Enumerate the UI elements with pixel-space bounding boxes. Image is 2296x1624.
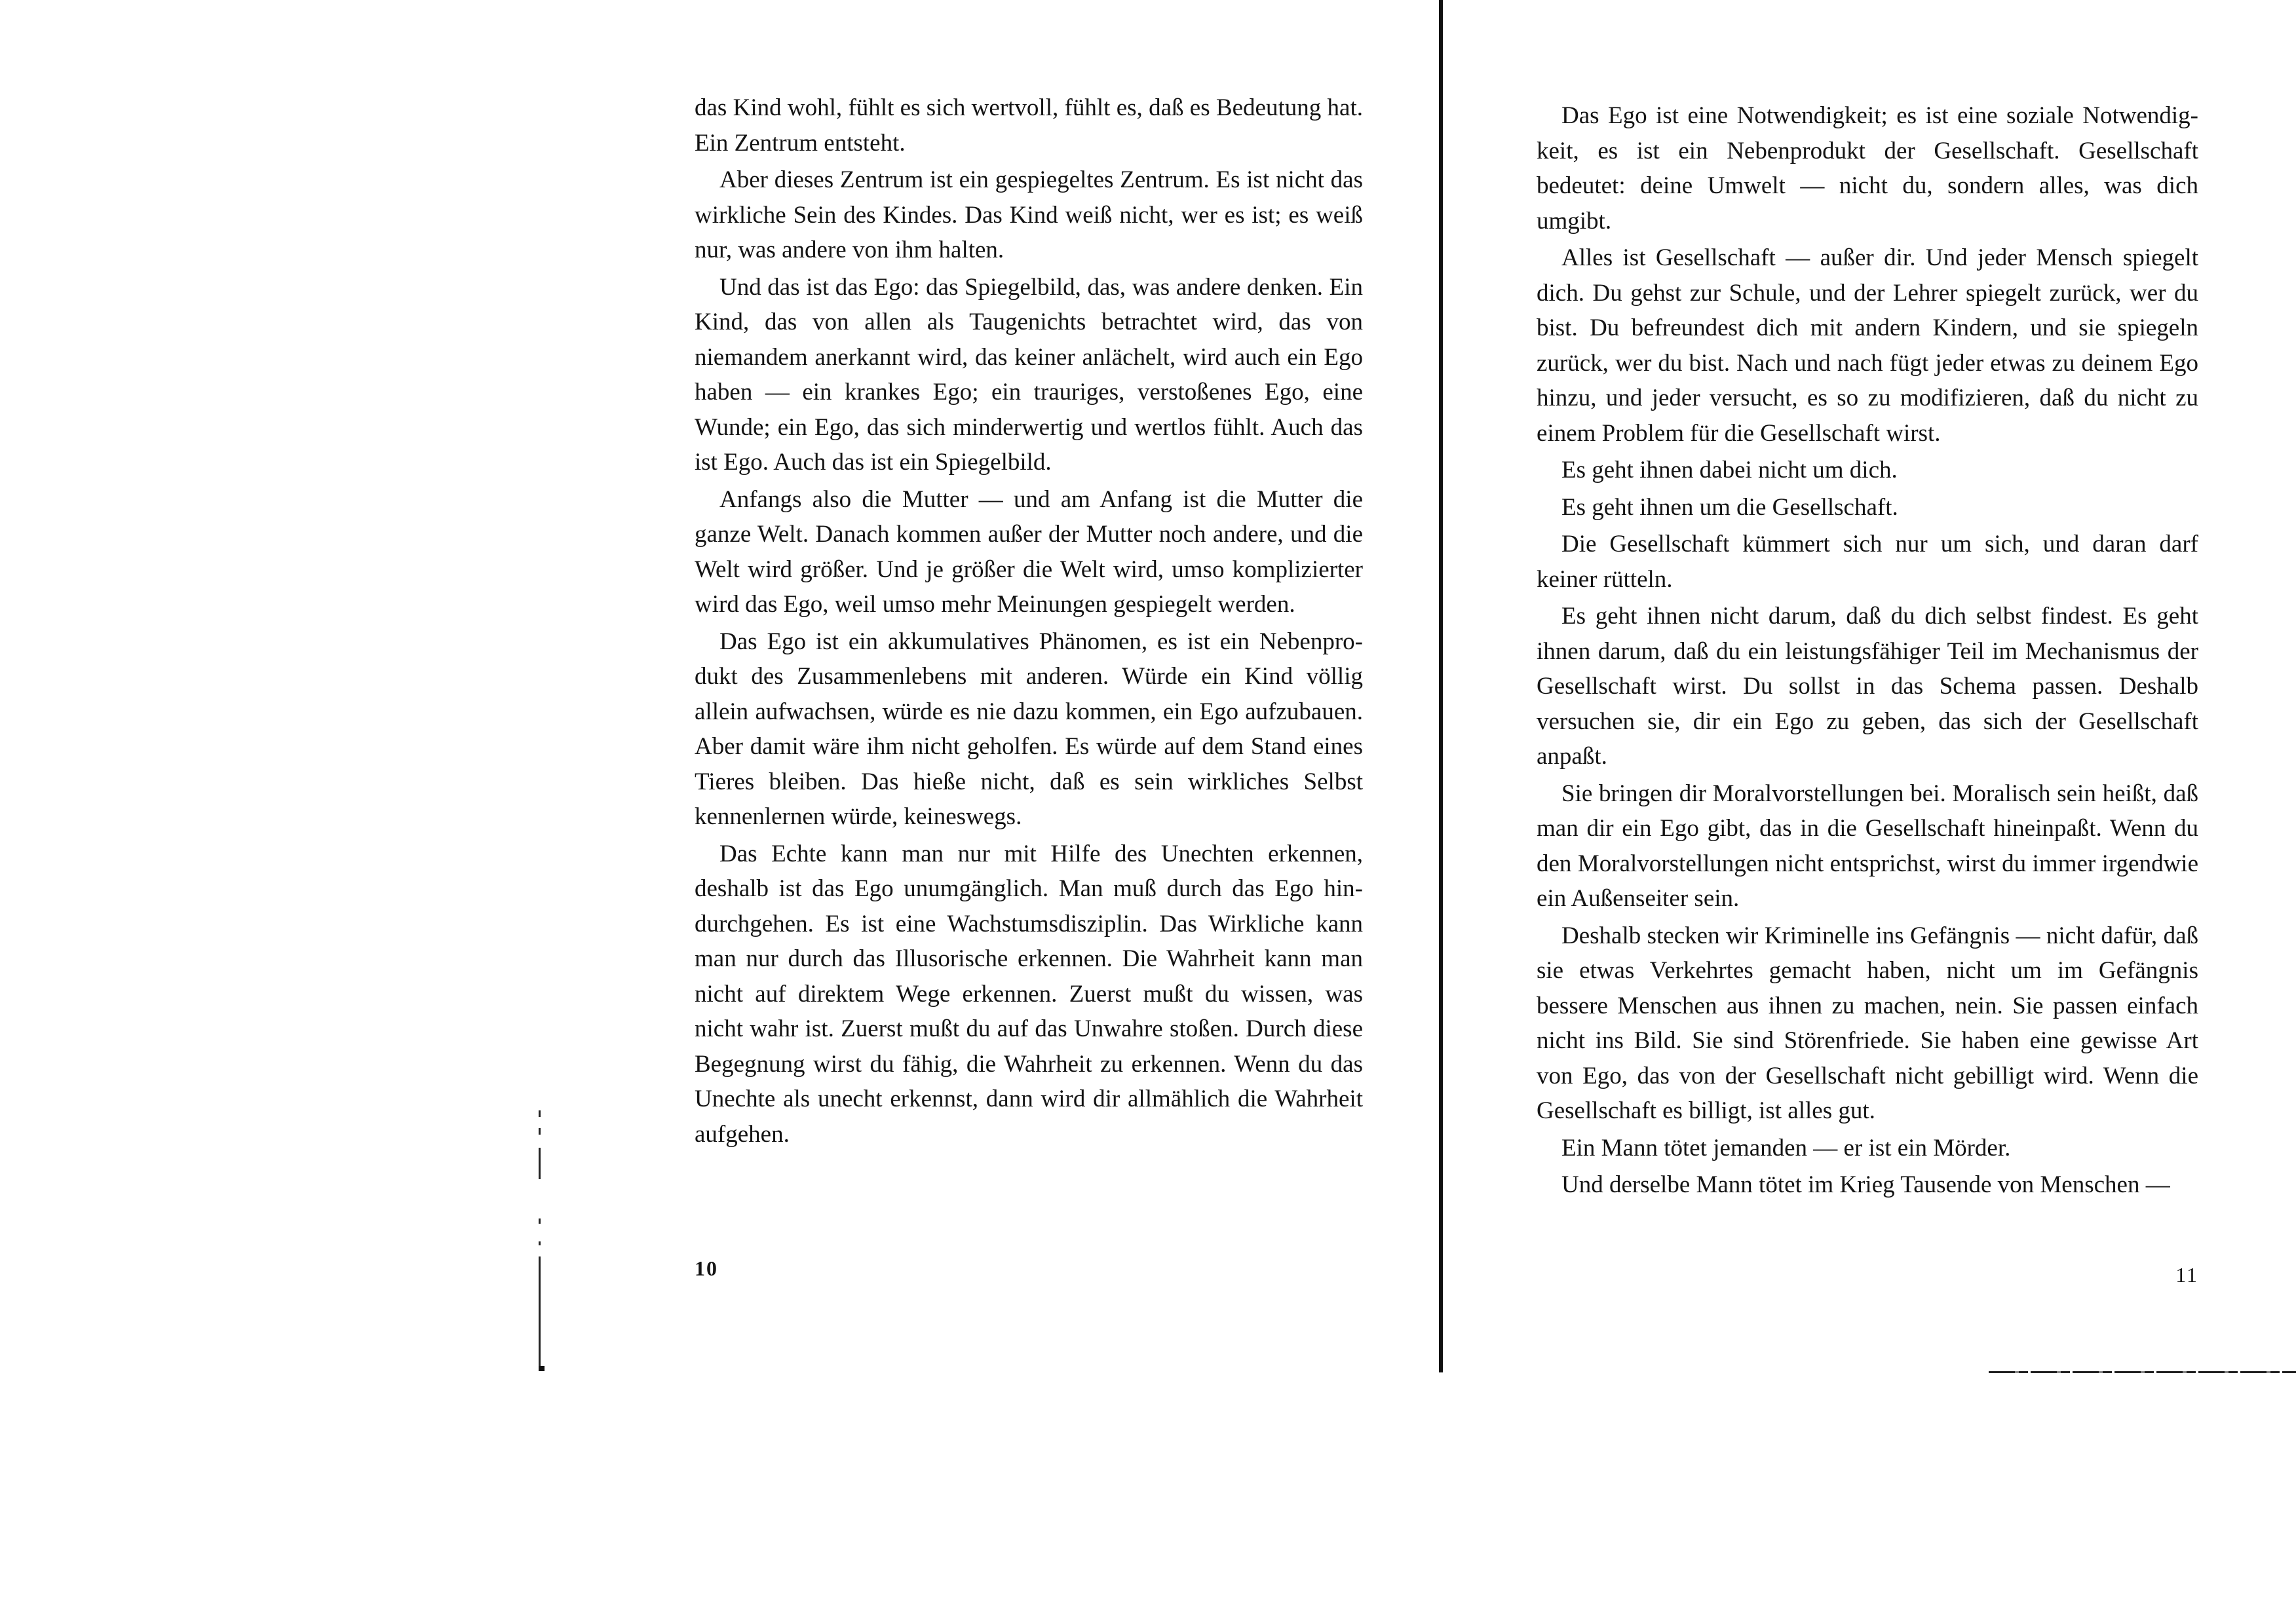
- paragraph: Ein Mann tötet jemanden — er ist ein Mörder.: [1561, 1134, 2011, 1161]
- paragraph: Anfangs also die Mutter — und am Anfang ist die Mutter die ganze Welt. Danach kommen außer der Mutter noch andere, und die Welt wird größer. Und je größer die Welt wird, umso komplizierter wird das Ego, weil umso mehr Meinungen gespiegelt werden.: [695, 485, 1363, 618]
- paragraph: Alles ist Gesellschaft — außer dir. Und jeder Mensch spiegelt dich. Du gehst zur Schule, und der Lehrer spiegelt zurück, wer du bist. Du befreundest dich mit andern Kindern, und sie spiegeln zurück, wer du bist. Nach und nach fügt jeder etwas zu deinem Ego hinzu, und jeder versucht, es so zu modifizieren, daß du nicht zu einem Problem für die Gesellschaft wirst.: [1537, 244, 2198, 447]
- paragraph: Es geht ihnen nicht darum, daß du dich selbst findest. Es geht ihnen darum, daß du ein leistungsfähiger Teil im Mechanismus der Gesellschaft wirst. Du sollst in das Schema passen. Deshalb versuchen sie, dir ein Ego zu geben, das sich der Gesellschaft anpaßt.: [1537, 603, 2198, 770]
- paragraph: Das Echte kann man nur mit Hilfe des Unechten erkennen, deshalb ist das Ego unumgänglich. Man muß durch das Ego hindurchgehen. Es ist eine Wachstumsdisziplin. Das Wirkliche kann man nur durch das Illusorische erkennen. Die Wahrheit kann man nicht auf direktem Wege erkennen. Zuerst mußt du wissen, was nicht wahr ist. Zuerst mußt du auf das Unwahre stoßen. Durch diese Begegnung wirst du fähig, die Wahrheit zu erkennen. Wenn du das Unechte als unecht erkennst, dann wird dir allmählich die Wahrheit aufgehen.: [695, 840, 1363, 1148]
- page-number: 10: [695, 1256, 718, 1280]
- paragraph: Aber dieses Zentrum ist ein gespiegeltes Zentrum. Es ist nicht das wirkliche Sein des Kindes. Das Kind weiß nicht, wer es ist; es weiß nur, was andere von ihm halten.: [695, 166, 1363, 263]
- paragraph: das Kind wohl, fühlt es sich wertvoll, fühlt es, daß es Bedeutung hat. Ein Zentrum entsteht.: [695, 94, 1363, 157]
- paragraph: Die Gesellschaft kümmert sich nur um sich, und daran darf keiner rütteln.: [1537, 531, 2198, 593]
- paragraph: Deshalb stecken wir Kriminelle ins Gefängnis — nicht dafür, daß sie etwas Verkehrtes gemacht haben, nicht um im Gefängnis bessere Menschen aus ihnen zu machen, nein. Sie passen einfach nicht ins Bild. Sie sind Störenfriede. Sie haben eine gewisse Art von Ego, das von der Gesellschaft nicht gebilligt wird. Wenn die Gesellschaft es billigt, ist alles gut.: [1537, 922, 2198, 1124]
- right-page-body: [1537, 98, 2198, 1205]
- scan-edge-line: [1989, 1371, 2296, 1373]
- paragraph: Das Ego ist eine Notwendigkeit; es ist eine soziale Notwendigkeit, es ist ein Nebenprodukt der Gesellschaft. Gesellschaft bedeutet: deine Umwelt — nicht du, sondern alles, was dich umgibt.: [1537, 102, 2198, 235]
- scan-mark: [539, 1128, 541, 1135]
- paragraph: Es geht ihnen um die Gesellschaft.: [1561, 493, 1898, 521]
- book-gutter: [1439, 0, 1443, 1372]
- left-page-body: [695, 90, 1363, 1154]
- paragraph: Und derselbe Mann tötet im Krieg Tausende von Menschen —: [1561, 1171, 2170, 1198]
- scan-mark: [539, 1148, 541, 1179]
- scan-mark: [539, 1366, 545, 1371]
- paragraph: Das Ego ist ein akkumulatives Phänomen, es ist ein Nebenprodukt des Zusammenlebens mit anderen. Würde ein Kind völlig allein aufwachsen, würde es nie dazu kommen, ein Ego aufzubauen. Aber damit wäre ihm nicht geholfen. Es würde auf dem Stand eines Tieres bleiben. Das hieße nicht, daß es sein wirkliches Selbst kennenlernen würde, keineswegs.: [695, 628, 1363, 830]
- paragraph: Und das ist das Ego: das Spiegelbild, das, was andere denken. Ein Kind, das von allen als Taugenichts betrachtet wird, das von niemandem anerkannt wird, das keiner anlächelt, wird auch ein Ego haben — ein krankes Ego; ein trauriges, verstoßenes Ego, eine Wunde; ein Ego, das sich minderwertig und wertlos fühlt. Auch das ist Ego. Auch das ist ein Spiegelbild.: [695, 273, 1363, 476]
- paragraph: Es geht ihnen dabei nicht um dich.: [1561, 457, 1898, 483]
- page-number: 11: [2175, 1263, 2198, 1287]
- scan-mark: [539, 1110, 541, 1117]
- scan-mark: [539, 1218, 541, 1224]
- scan-mark: [539, 1241, 541, 1245]
- scan-edge-line: [539, 1256, 541, 1371]
- paragraph: Sie bringen dir Moralvorstellungen bei. Moralisch sein heißt, daß man dir ein Ego gibt, das in die Gesellschaft hineinpaßt. Wenn du den Moralvorstellungen nicht entsprichst, wirst du immer irgendwie ein Außenseiter sein.: [1537, 780, 2198, 912]
